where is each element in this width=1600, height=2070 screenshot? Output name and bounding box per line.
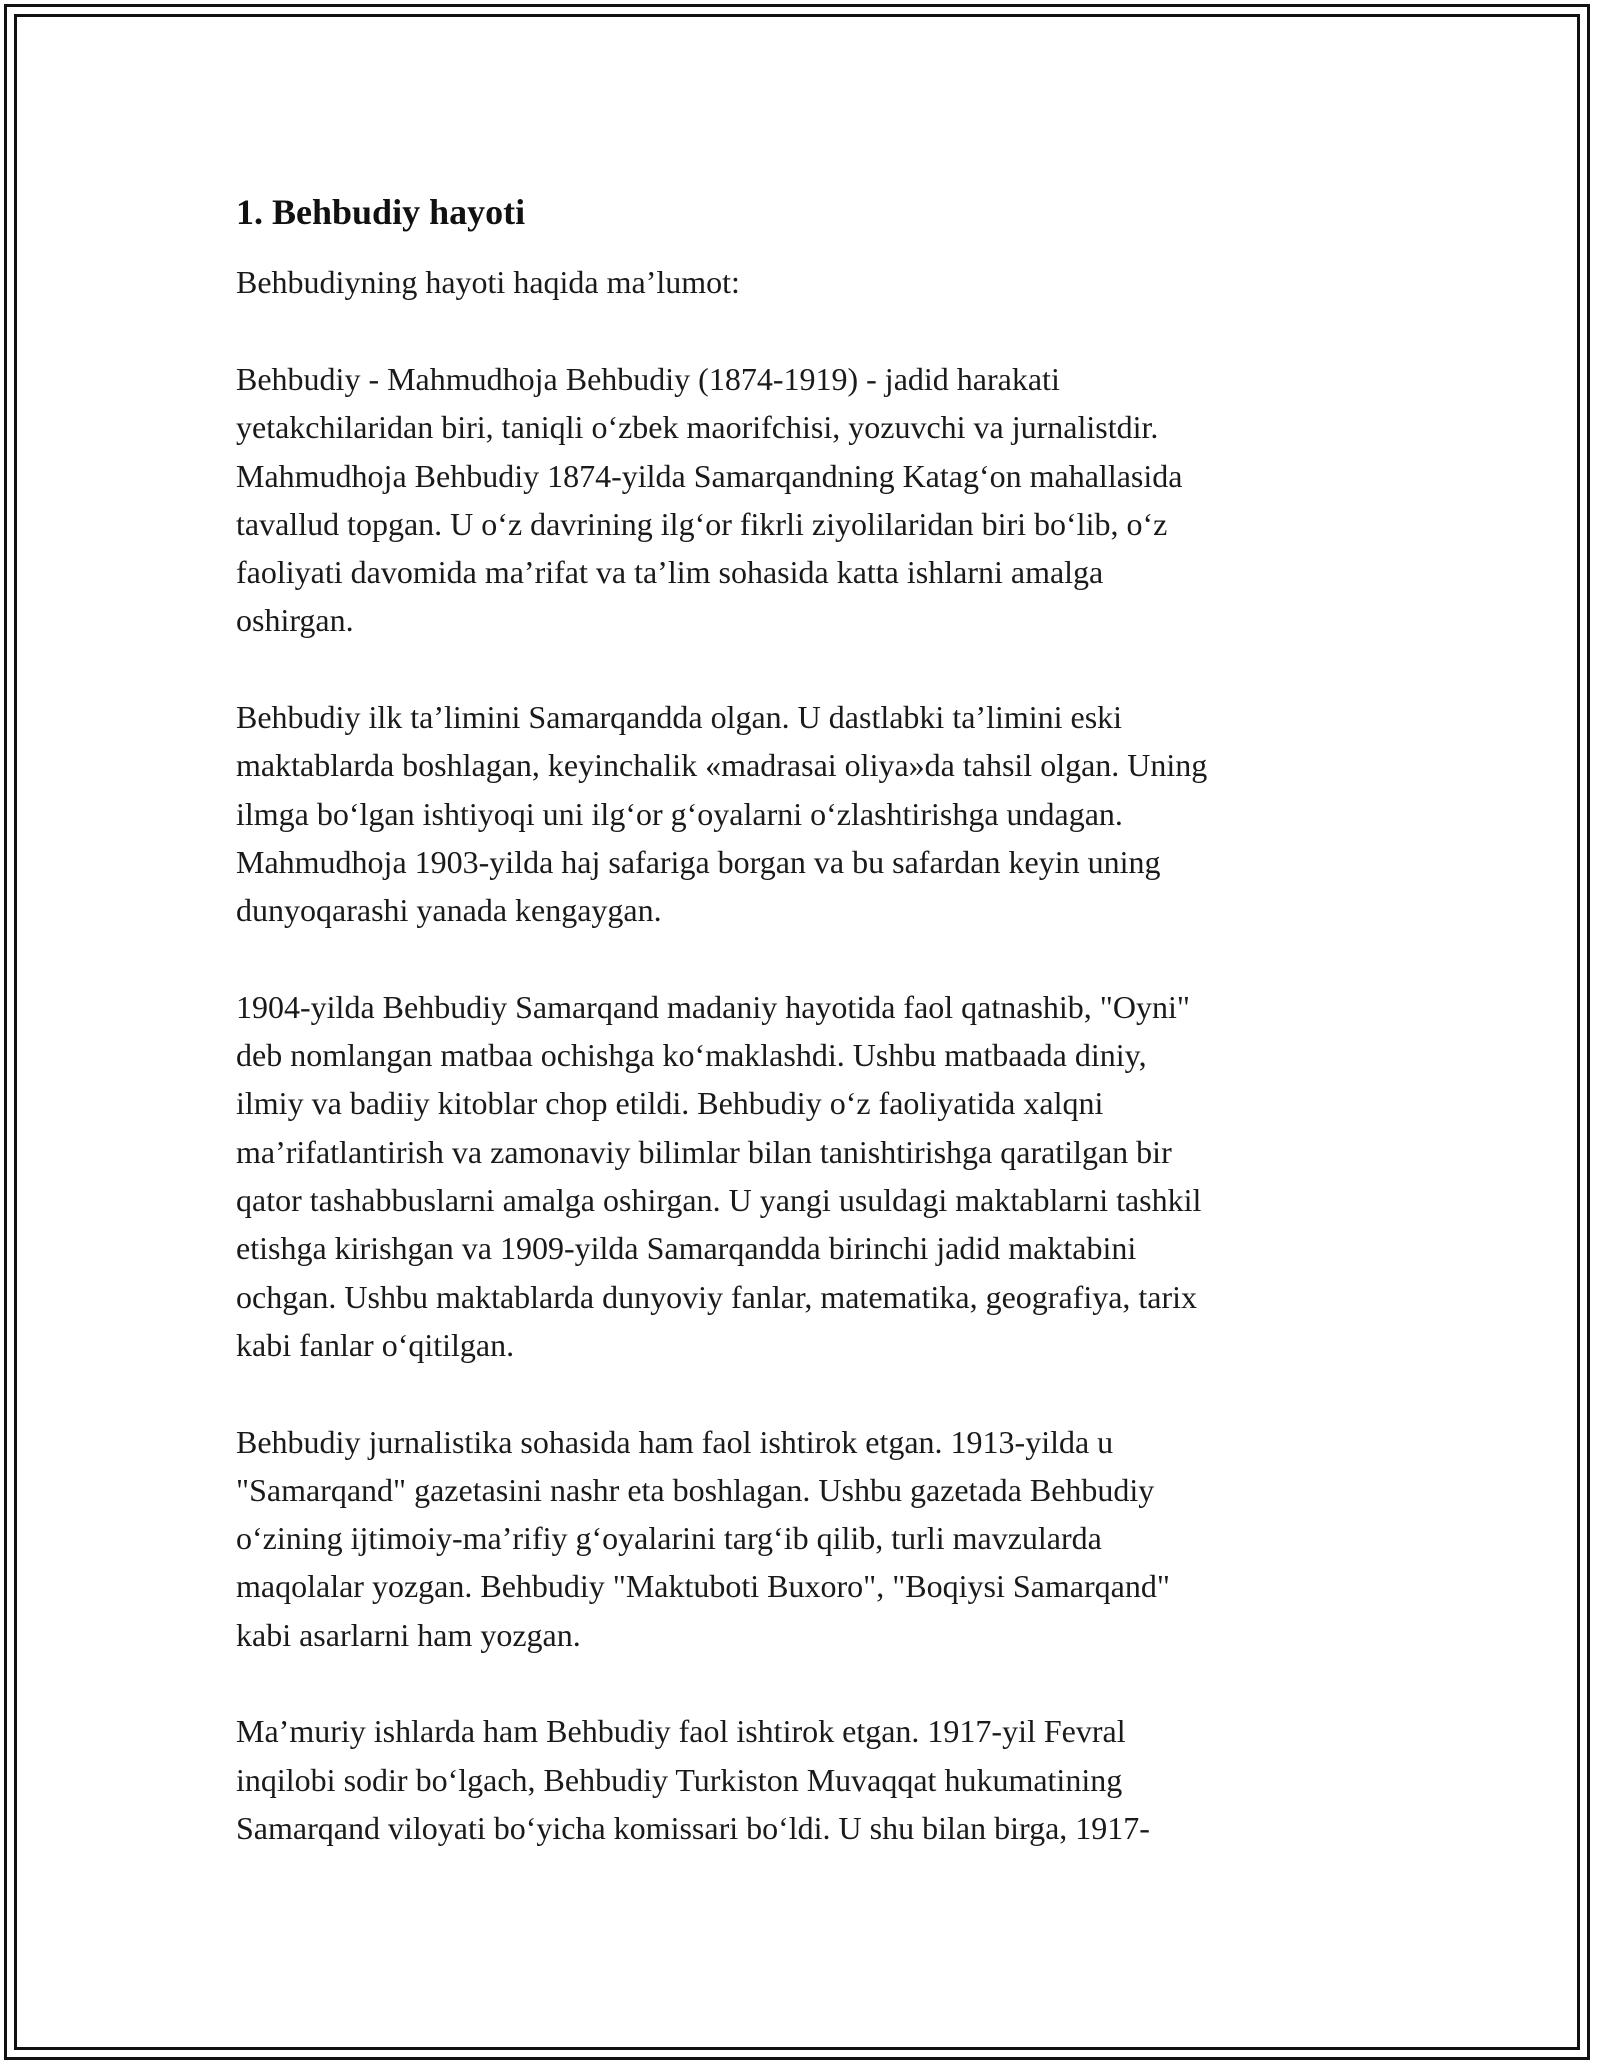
paragraph-2: Behbudiy ilk ta’limini Samarqandda olgan. U dastlabki ta’limini eski maktablarda boshlagan, keyinchalik «madrasai oliya»da tahsil olgan. Uning ilmga bo‘lgan ishtiyoqi uni ilg‘or g‘oyalarni o‘zlashtirishga undagan. Mahmudhoja 1903-yilda haj safariga borgan va bu safardan keyin uning dunyoqarashi yanada kengaygan. — [236, 699, 1208, 929]
section-heading: 1. Behbudiy hayoti — [236, 192, 526, 232]
document-body — [236, 188, 1366, 1901]
paragraph-1: Behbudiy - Mahmudhoja Behbudiy (1874-1919) - jadid harakati yetakchilaridan biri, taniqli o‘zbek maorifchisi, yozuvchi va jurnalistdir. Mahmudhoja Behbudiy 1874-yilda Samarqandning Katag‘on mahallasida tavallud topgan. U o‘z davrining ilg‘or fikrli ziyolilaridan biri bo‘lib, o‘z faoliyati davomida ma’rifat va ta’lim sohasida katta ishlarni amalga oshirgan. — [236, 361, 1183, 639]
paragraph-3: 1904-yilda Behbudiy Samarqand madaniy hayotida faol qatnashib, "Oyni" deb nomlangan matbaa ochishga ko‘maklashdi. Ushbu matbaada diniy, ilmiy va badiiy kitoblar chop etildi. Behbudiy o‘z faoliyatida xalqni ma’rifatlantirish va zamonaviy bilimlar bilan tanishtirishga qaratilgan bir qator tashabbuslarni amalga oshirgan. U yangi usuldagi maktablarni tashkil etishga kirishgan va 1909-yilda Samarqandda birinchi jadid maktabini ochgan. Ushbu maktablarda dunyoviy fanlar, matematika, geografiya, tarix kabi fanlar o‘qitilgan. — [236, 988, 1202, 1363]
intro-text: Behbudiyning hayoti haqida ma’lumot: — [236, 264, 740, 300]
paragraph-4: Behbudiy jurnalistika sohasida ham faol ishtirok etgan. 1913-yilda u "Samarqand" gazetasini nashr eta boshlagan. Ushbu gazetada Behbudiy o‘zining ijtimoiy-ma’rifiy g‘oyalarini targ‘ib qilib, turli mavzularda maqolalar yozgan. Behbudiy "Maktuboti Buxoro", "Boqiysi Samarqand" kabi asarlarni ham yozgan. — [236, 1423, 1170, 1653]
paragraph-5: Ma’muriy ishlarda ham Behbudiy faol ishtirok etgan. 1917-yil Fevral inqilobi sodir bo‘lgach, Behbudiy Turkiston Muvaqqat hukumatining Samarqand viloyati bo‘yicha komissari bo‘ldi. U shu bilan birga, 1917- — [236, 1713, 1150, 1846]
